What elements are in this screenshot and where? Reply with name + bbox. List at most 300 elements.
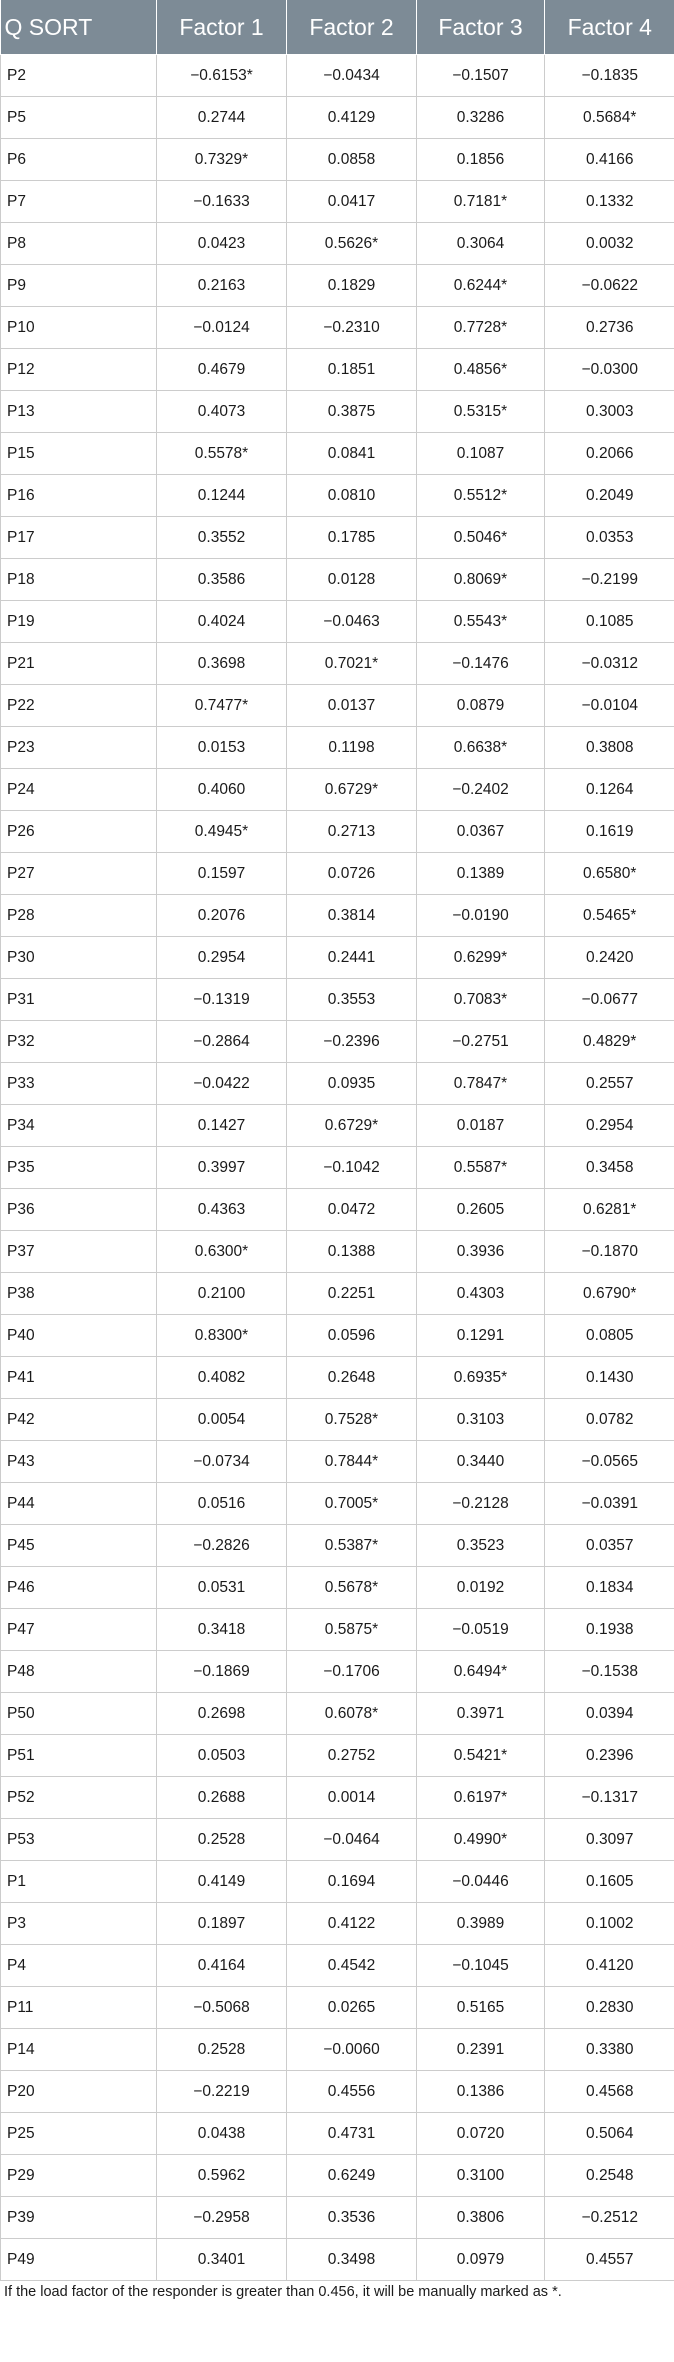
table-row <box>1 811 674 853</box>
cell-factor-4: 0.2830 <box>545 1987 674 2029</box>
cell-factor-3: 0.3971 <box>417 1693 545 1735</box>
cell-factor-1: 0.2163 <box>157 265 287 307</box>
cell-factor-3: 0.1389 <box>417 853 545 895</box>
table-row <box>1 1063 674 1105</box>
table-row <box>1 2155 674 2197</box>
cell-q-sort: P28 <box>1 895 157 937</box>
cell-factor-2: −0.0464 <box>287 1819 417 1861</box>
cell-factor-3: −0.1507 <box>417 55 545 97</box>
cell-factor-4: 0.0782 <box>545 1399 674 1441</box>
table-row <box>1 979 674 1021</box>
cell-factor-1: 0.2076 <box>157 895 287 937</box>
cell-factor-4: 0.0357 <box>545 1525 674 1567</box>
cell-factor-2: 0.0858 <box>287 139 417 181</box>
table-row <box>1 307 674 349</box>
cell-factor-3: 0.8069* <box>417 559 545 601</box>
cell-factor-3: 0.3103 <box>417 1399 545 1441</box>
cell-factor-4: 0.1834 <box>545 1567 674 1609</box>
cell-q-sort: P29 <box>1 2155 157 2197</box>
cell-factor-2: 0.3553 <box>287 979 417 1021</box>
table-row <box>1 937 674 979</box>
cell-factor-3: 0.3523 <box>417 1525 545 1567</box>
table-row <box>1 97 674 139</box>
cell-factor-2: 0.0265 <box>287 1987 417 2029</box>
cell-q-sort: P13 <box>1 391 157 433</box>
cell-factor-2: 0.1785 <box>287 517 417 559</box>
cell-factor-2: 0.1829 <box>287 265 417 307</box>
cell-factor-1: 0.2528 <box>157 1819 287 1861</box>
cell-factor-4: 0.1264 <box>545 769 674 811</box>
cell-factor-1: −0.0124 <box>157 307 287 349</box>
cell-factor-3: 0.0367 <box>417 811 545 853</box>
cell-factor-1: 0.4024 <box>157 601 287 643</box>
cell-factor-1: 0.0438 <box>157 2113 287 2155</box>
cell-factor-1: −0.0422 <box>157 1063 287 1105</box>
cell-factor-4: 0.6790* <box>545 1273 674 1315</box>
cell-factor-4: −0.0565 <box>545 1441 674 1483</box>
cell-factor-2: 0.4542 <box>287 1945 417 1987</box>
cell-factor-3: 0.1386 <box>417 2071 545 2113</box>
cell-factor-1: 0.2528 <box>157 2029 287 2071</box>
cell-q-sort: P43 <box>1 1441 157 1483</box>
cell-factor-3: 0.6494* <box>417 1651 545 1693</box>
cell-factor-2: −0.1706 <box>287 1651 417 1693</box>
cell-factor-4: −0.2199 <box>545 559 674 601</box>
cell-factor-1: 0.3698 <box>157 643 287 685</box>
cell-factor-2: −0.0463 <box>287 601 417 643</box>
cell-factor-2: 0.0810 <box>287 475 417 517</box>
table-row <box>1 1399 674 1441</box>
cell-q-sort: P50 <box>1 1693 157 1735</box>
cell-factor-1: 0.0423 <box>157 223 287 265</box>
cell-q-sort: P27 <box>1 853 157 895</box>
cell-factor-3: 0.2391 <box>417 2029 545 2071</box>
cell-q-sort: P48 <box>1 1651 157 1693</box>
cell-factor-1: 0.4945* <box>157 811 287 853</box>
cell-q-sort: P42 <box>1 1399 157 1441</box>
cell-factor-2: 0.5875* <box>287 1609 417 1651</box>
table-row <box>1 1189 674 1231</box>
table-row <box>1 895 674 937</box>
cell-factor-3: 0.0879 <box>417 685 545 727</box>
cell-q-sort: P30 <box>1 937 157 979</box>
cell-factor-4: 0.6281* <box>545 1189 674 1231</box>
cell-factor-4: 0.4829* <box>545 1021 674 1063</box>
cell-factor-2: 0.1694 <box>287 1861 417 1903</box>
cell-q-sort: P11 <box>1 1987 157 2029</box>
cell-factor-3: 0.2605 <box>417 1189 545 1231</box>
cell-factor-2: 0.3498 <box>287 2239 417 2281</box>
cell-factor-3: 0.7181* <box>417 181 545 223</box>
cell-factor-1: 0.3586 <box>157 559 287 601</box>
cell-factor-4: 0.0032 <box>545 223 674 265</box>
cell-factor-2: 0.6249 <box>287 2155 417 2197</box>
cell-factor-3: 0.5315* <box>417 391 545 433</box>
header-row <box>1 0 674 55</box>
cell-factor-1: −0.2958 <box>157 2197 287 2239</box>
cell-q-sort: P25 <box>1 2113 157 2155</box>
cell-factor-3: 0.1856 <box>417 139 545 181</box>
cell-factor-3: 0.0187 <box>417 1105 545 1147</box>
cell-factor-1: −0.5068 <box>157 1987 287 2029</box>
cell-factor-1: 0.4082 <box>157 1357 287 1399</box>
cell-q-sort: P34 <box>1 1105 157 1147</box>
cell-factor-4: 0.5465* <box>545 895 674 937</box>
table-row <box>1 223 674 265</box>
cell-q-sort: P12 <box>1 349 157 391</box>
cell-factor-2: 0.6729* <box>287 1105 417 1147</box>
table-row <box>1 2113 674 2155</box>
cell-factor-4: −0.0391 <box>545 1483 674 1525</box>
cell-factor-1: −0.1633 <box>157 181 287 223</box>
cell-factor-4: 0.2049 <box>545 475 674 517</box>
cell-factor-2: 0.3814 <box>287 895 417 937</box>
cell-q-sort: P31 <box>1 979 157 1021</box>
cell-factor-1: 0.1597 <box>157 853 287 895</box>
cell-q-sort: P9 <box>1 265 157 307</box>
table-row <box>1 1357 674 1399</box>
cell-factor-2: 0.0417 <box>287 181 417 223</box>
cell-factor-2: 0.0128 <box>287 559 417 601</box>
cell-factor-4: 0.1002 <box>545 1903 674 1945</box>
cell-q-sort: P10 <box>1 307 157 349</box>
cell-factor-3: 0.5512* <box>417 475 545 517</box>
cell-factor-1: 0.3401 <box>157 2239 287 2281</box>
cell-factor-2: −0.2396 <box>287 1021 417 1063</box>
cell-factor-4: −0.0312 <box>545 643 674 685</box>
cell-q-sort: P39 <box>1 2197 157 2239</box>
cell-q-sort: P3 <box>1 1903 157 1945</box>
cell-q-sort: P23 <box>1 727 157 769</box>
cell-factor-2: 0.0596 <box>287 1315 417 1357</box>
cell-factor-3: −0.2128 <box>417 1483 545 1525</box>
cell-factor-3: 0.6244* <box>417 265 545 307</box>
cell-factor-1: −0.1869 <box>157 1651 287 1693</box>
cell-factor-1: 0.4363 <box>157 1189 287 1231</box>
cell-factor-1: 0.2688 <box>157 1777 287 1819</box>
cell-factor-4: 0.3380 <box>545 2029 674 2071</box>
cell-q-sort: P35 <box>1 1147 157 1189</box>
cell-factor-4: 0.6580* <box>545 853 674 895</box>
cell-factor-2: 0.5626* <box>287 223 417 265</box>
cell-q-sort: P20 <box>1 2071 157 2113</box>
cell-factor-1: 0.3552 <box>157 517 287 559</box>
cell-factor-3: 0.1291 <box>417 1315 545 1357</box>
cell-factor-1: 0.6300* <box>157 1231 287 1273</box>
cell-factor-4: 0.5684* <box>545 97 674 139</box>
table-row <box>1 1525 674 1567</box>
cell-q-sort: P53 <box>1 1819 157 1861</box>
cell-factor-4: 0.4120 <box>545 1945 674 1987</box>
cell-factor-1: 0.1244 <box>157 475 287 517</box>
cell-factor-1: −0.0734 <box>157 1441 287 1483</box>
cell-factor-3: −0.2402 <box>417 769 545 811</box>
cell-factor-2: 0.4129 <box>287 97 417 139</box>
table-row <box>1 1231 674 1273</box>
cell-factor-2: 0.4556 <box>287 2071 417 2113</box>
cell-factor-1: −0.1319 <box>157 979 287 1021</box>
table-row <box>1 1777 674 1819</box>
cell-factor-4: 0.3097 <box>545 1819 674 1861</box>
table-row <box>1 433 674 475</box>
cell-q-sort: P24 <box>1 769 157 811</box>
cell-factor-1: 0.4060 <box>157 769 287 811</box>
table-row <box>1 769 674 811</box>
cell-factor-4: −0.0677 <box>545 979 674 1021</box>
cell-q-sort: P49 <box>1 2239 157 2281</box>
cell-q-sort: P45 <box>1 1525 157 1567</box>
cell-factor-3: −0.2751 <box>417 1021 545 1063</box>
table-row <box>1 1105 674 1147</box>
table-row <box>1 853 674 895</box>
cell-factor-3: 0.5587* <box>417 1147 545 1189</box>
cell-q-sort: P22 <box>1 685 157 727</box>
cell-factor-4: 0.2420 <box>545 937 674 979</box>
table-body <box>1 55 674 2281</box>
cell-factor-3: −0.0190 <box>417 895 545 937</box>
cell-factor-1: 0.0503 <box>157 1735 287 1777</box>
table-row <box>1 559 674 601</box>
cell-q-sort: P15 <box>1 433 157 475</box>
cell-factor-1: −0.2826 <box>157 1525 287 1567</box>
cell-q-sort: P40 <box>1 1315 157 1357</box>
cell-factor-3: 0.3100 <box>417 2155 545 2197</box>
table-row <box>1 1441 674 1483</box>
cell-factor-1: 0.8300* <box>157 1315 287 1357</box>
cell-factor-1: 0.7477* <box>157 685 287 727</box>
table-row <box>1 1819 674 1861</box>
cell-factor-4: 0.4166 <box>545 139 674 181</box>
cell-factor-1: 0.2954 <box>157 937 287 979</box>
cell-factor-3: 0.4303 <box>417 1273 545 1315</box>
table-row <box>1 265 674 307</box>
cell-factor-2: −0.0060 <box>287 2029 417 2071</box>
table-row <box>1 685 674 727</box>
cell-factor-1: 0.2744 <box>157 97 287 139</box>
cell-factor-1: 0.0054 <box>157 1399 287 1441</box>
table-row <box>1 1945 674 1987</box>
table-row <box>1 55 674 97</box>
cell-factor-4: 0.2396 <box>545 1735 674 1777</box>
cell-factor-4: −0.0104 <box>545 685 674 727</box>
table-row <box>1 2239 674 2281</box>
cell-factor-2: 0.0726 <box>287 853 417 895</box>
cell-factor-1: −0.2219 <box>157 2071 287 2113</box>
cell-q-sort: P47 <box>1 1609 157 1651</box>
cell-factor-2: 0.0935 <box>287 1063 417 1105</box>
cell-factor-2: 0.0472 <box>287 1189 417 1231</box>
cell-q-sort: P41 <box>1 1357 157 1399</box>
cell-q-sort: P8 <box>1 223 157 265</box>
cell-factor-4: 0.3808 <box>545 727 674 769</box>
cell-factor-4: 0.1938 <box>545 1609 674 1651</box>
cell-factor-1: 0.4149 <box>157 1861 287 1903</box>
cell-factor-4: 0.1430 <box>545 1357 674 1399</box>
cell-factor-2: 0.6078* <box>287 1693 417 1735</box>
cell-factor-4: 0.3003 <box>545 391 674 433</box>
cell-factor-4: 0.5064 <box>545 2113 674 2155</box>
table-row <box>1 1903 674 1945</box>
cell-q-sort: P36 <box>1 1189 157 1231</box>
table-row <box>1 1021 674 1063</box>
cell-factor-1: 0.1897 <box>157 1903 287 1945</box>
table-row <box>1 2197 674 2239</box>
cell-factor-3: 0.3936 <box>417 1231 545 1273</box>
table-row <box>1 181 674 223</box>
cell-factor-3: 0.6197* <box>417 1777 545 1819</box>
cell-factor-1: −0.2864 <box>157 1021 287 1063</box>
cell-factor-4: −0.0300 <box>545 349 674 391</box>
cell-factor-2: 0.0137 <box>287 685 417 727</box>
cell-factor-1: 0.2698 <box>157 1693 287 1735</box>
cell-q-sort: P17 <box>1 517 157 559</box>
cell-factor-2: 0.1388 <box>287 1231 417 1273</box>
cell-q-sort: P7 <box>1 181 157 223</box>
cell-factor-2: 0.4122 <box>287 1903 417 1945</box>
cell-q-sort: P52 <box>1 1777 157 1819</box>
cell-q-sort: P51 <box>1 1735 157 1777</box>
cell-q-sort: P2 <box>1 55 157 97</box>
cell-factor-4: −0.1538 <box>545 1651 674 1693</box>
cell-factor-4: −0.2512 <box>545 2197 674 2239</box>
cell-factor-3: −0.0519 <box>417 1609 545 1651</box>
cell-factor-4: 0.4568 <box>545 2071 674 2113</box>
cell-factor-4: 0.0805 <box>545 1315 674 1357</box>
cell-q-sort: P6 <box>1 139 157 181</box>
table-row <box>1 2071 674 2113</box>
cell-q-sort: P26 <box>1 811 157 853</box>
cell-factor-1: 0.4679 <box>157 349 287 391</box>
table-footnote: If the load factor of the responder is greater than 0.456, it will be manually marked as *. <box>4 2284 562 2300</box>
cell-factor-2: 0.2441 <box>287 937 417 979</box>
cell-factor-3: 0.5165 <box>417 1987 545 2029</box>
cell-factor-3: 0.3286 <box>417 97 545 139</box>
table-row <box>1 1861 674 1903</box>
cell-factor-3: 0.3806 <box>417 2197 545 2239</box>
cell-factor-3: 0.0979 <box>417 2239 545 2281</box>
cell-q-sort: P19 <box>1 601 157 643</box>
cell-factor-1: 0.3997 <box>157 1147 287 1189</box>
cell-factor-3: 0.6935* <box>417 1357 545 1399</box>
cell-factor-1: 0.5962 <box>157 2155 287 2197</box>
cell-factor-2: −0.2310 <box>287 307 417 349</box>
table-row <box>1 1315 674 1357</box>
cell-q-sort: P5 <box>1 97 157 139</box>
table-row <box>1 1483 674 1525</box>
table-row <box>1 1567 674 1609</box>
cell-factor-1: 0.2100 <box>157 1273 287 1315</box>
cell-q-sort: P33 <box>1 1063 157 1105</box>
header-q-sort: Q SORT <box>1 0 157 55</box>
cell-factor-2: 0.2648 <box>287 1357 417 1399</box>
cell-factor-3: −0.1045 <box>417 1945 545 1987</box>
table-row <box>1 475 674 517</box>
table-row <box>1 1651 674 1693</box>
cell-factor-3: 0.7847* <box>417 1063 545 1105</box>
header-factor-4: Factor 4 <box>545 0 674 55</box>
table-row <box>1 517 674 559</box>
table-row <box>1 349 674 391</box>
cell-factor-1: 0.0516 <box>157 1483 287 1525</box>
cell-factor-4: −0.0622 <box>545 265 674 307</box>
cell-factor-2: 0.1198 <box>287 727 417 769</box>
cell-factor-4: −0.1317 <box>545 1777 674 1819</box>
cell-factor-3: −0.0446 <box>417 1861 545 1903</box>
table-row <box>1 1735 674 1777</box>
cell-q-sort: P16 <box>1 475 157 517</box>
cell-factor-3: 0.5046* <box>417 517 545 559</box>
table-row <box>1 643 674 685</box>
cell-factor-3: −0.1476 <box>417 643 545 685</box>
cell-factor-3: 0.0192 <box>417 1567 545 1609</box>
cell-factor-4: 0.2954 <box>545 1105 674 1147</box>
cell-q-sort: P21 <box>1 643 157 685</box>
cell-factor-3: 0.3440 <box>417 1441 545 1483</box>
cell-q-sort: P32 <box>1 1021 157 1063</box>
cell-factor-1: 0.7329* <box>157 139 287 181</box>
table-row <box>1 391 674 433</box>
cell-factor-2: 0.7005* <box>287 1483 417 1525</box>
cell-factor-3: 0.5421* <box>417 1735 545 1777</box>
table-row <box>1 1147 674 1189</box>
cell-q-sort: P1 <box>1 1861 157 1903</box>
cell-factor-2: 0.2713 <box>287 811 417 853</box>
cell-factor-2: 0.4731 <box>287 2113 417 2155</box>
table-row <box>1 601 674 643</box>
cell-q-sort: P4 <box>1 1945 157 1987</box>
cell-factor-1: 0.4164 <box>157 1945 287 1987</box>
cell-factor-4: 0.0353 <box>545 517 674 559</box>
cell-factor-4: 0.3458 <box>545 1147 674 1189</box>
cell-factor-2: 0.0014 <box>287 1777 417 1819</box>
cell-factor-4: 0.1085 <box>545 601 674 643</box>
cell-factor-4: 0.2736 <box>545 307 674 349</box>
table-row <box>1 1273 674 1315</box>
cell-factor-2: 0.5678* <box>287 1567 417 1609</box>
cell-factor-1: 0.3418 <box>157 1609 287 1651</box>
cell-factor-1: 0.1427 <box>157 1105 287 1147</box>
cell-factor-1: 0.0153 <box>157 727 287 769</box>
cell-factor-2: 0.3536 <box>287 2197 417 2239</box>
cell-factor-3: 0.5543* <box>417 601 545 643</box>
header-factor-1: Factor 1 <box>157 0 287 55</box>
cell-factor-4: 0.0394 <box>545 1693 674 1735</box>
cell-factor-3: 0.0720 <box>417 2113 545 2155</box>
cell-factor-1: 0.5578* <box>157 433 287 475</box>
cell-factor-4: 0.2548 <box>545 2155 674 2197</box>
table-header <box>1 0 674 55</box>
cell-q-sort: P14 <box>1 2029 157 2071</box>
cell-q-sort: P38 <box>1 1273 157 1315</box>
cell-factor-3: 0.6299* <box>417 937 545 979</box>
cell-factor-3: 0.1087 <box>417 433 545 475</box>
table-row <box>1 1987 674 2029</box>
cell-q-sort: P37 <box>1 1231 157 1273</box>
table-row <box>1 139 674 181</box>
cell-factor-2: 0.7021* <box>287 643 417 685</box>
cell-factor-2: 0.2752 <box>287 1735 417 1777</box>
table-row <box>1 2029 674 2071</box>
cell-factor-3: 0.6638* <box>417 727 545 769</box>
cell-factor-3: 0.4856* <box>417 349 545 391</box>
cell-factor-2: −0.0434 <box>287 55 417 97</box>
cell-factor-2: 0.2251 <box>287 1273 417 1315</box>
table-row <box>1 727 674 769</box>
cell-factor-4: 0.1619 <box>545 811 674 853</box>
cell-q-sort: P46 <box>1 1567 157 1609</box>
cell-q-sort: P18 <box>1 559 157 601</box>
cell-factor-3: 0.4990* <box>417 1819 545 1861</box>
